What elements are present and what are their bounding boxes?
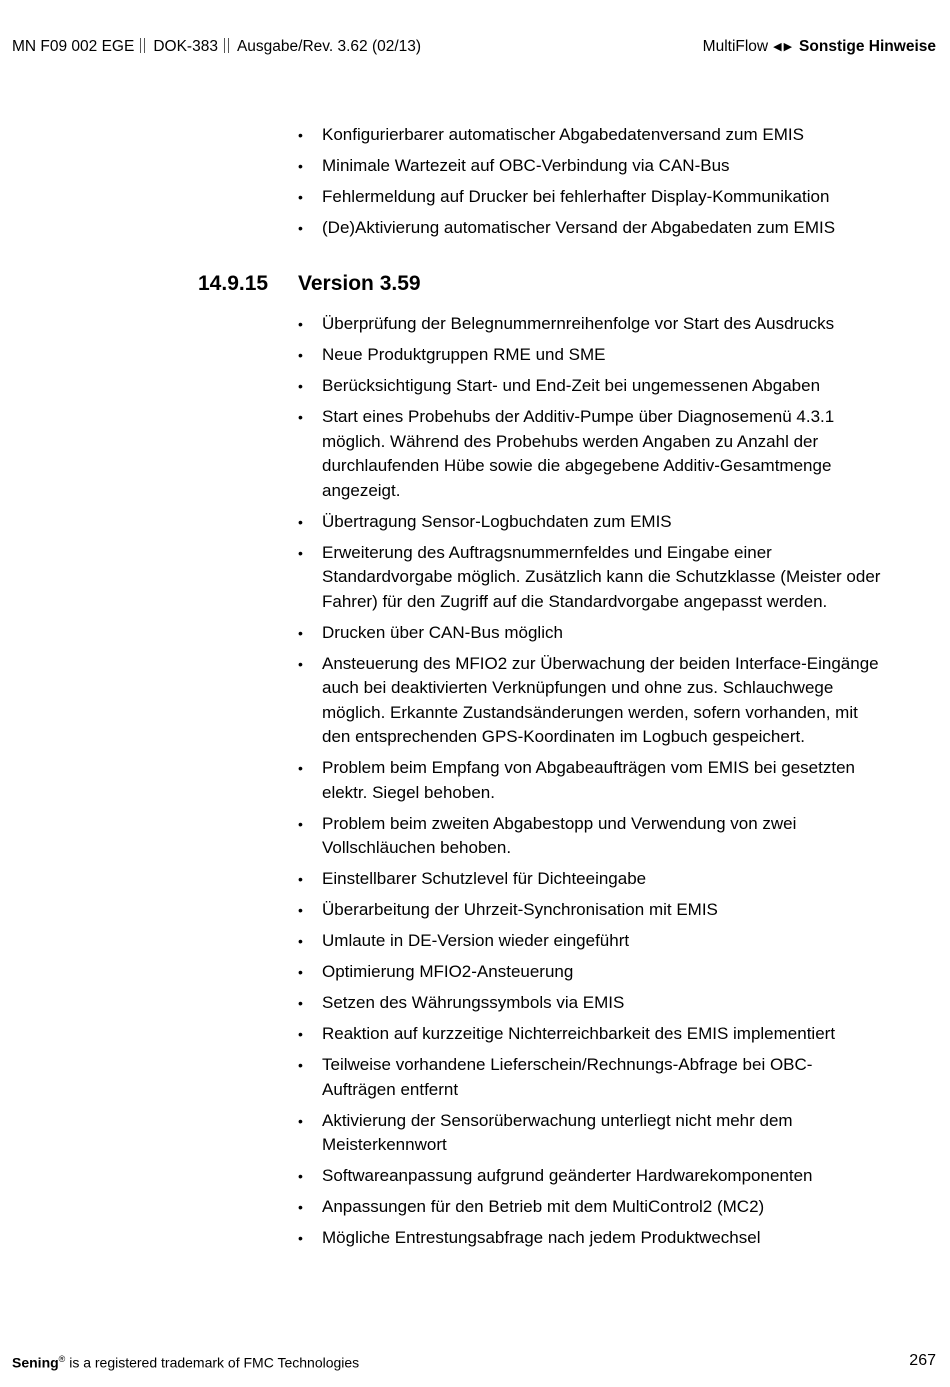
list-item-text: Fehlermeldung auf Drucker bei fehlerhafter Display-Kommunikation (322, 187, 830, 206)
list-item (298, 405, 882, 503)
list-item (298, 1109, 882, 1158)
list-item-text: Softwareanpassung aufgrund geänderter Hardwarekomponenten (322, 1166, 813, 1185)
list-item-text: Konfigurierbarer automatischer Abgabedatenversand zum EMIS (322, 125, 804, 144)
section-heading (198, 272, 421, 296)
list-item (298, 1226, 882, 1251)
page-header (12, 38, 936, 60)
list-item-text: Start eines Probehubs der Additiv-Pumpe über Diagnosemenü 4.3.1 möglich. Während des Probehubs werden Angaben zu Anzahl der durchlaufenden Hübe sowie die abgegebene Additiv-Gesamtmenge angezeigt. (322, 407, 835, 500)
list-item (298, 621, 882, 646)
bullet-icon: • (298, 1168, 303, 1184)
bullet-icon: • (298, 760, 303, 776)
list-item-text: Berücksichtigung Start- und End-Zeit bei ungemessenen Abgaben (322, 376, 821, 395)
list-item (298, 867, 882, 892)
bullet-icon: • (298, 347, 303, 363)
list-item (298, 185, 882, 210)
nav-arrows (772, 38, 793, 55)
list-item-text: Übertragung Sensor-Logbuchdaten zum EMIS (322, 511, 672, 531)
bullet-icon: • (298, 1026, 303, 1042)
product-name: MultiFlow (702, 38, 769, 55)
bullet-icon: • (298, 513, 303, 530)
list-item (298, 929, 882, 954)
trademark-notice (12, 1354, 359, 1371)
registered-mark: ® (58, 1354, 66, 1364)
bullet-icon: • (298, 189, 303, 205)
bullet-icon: • (298, 158, 303, 174)
bullet-icon: • (298, 409, 303, 425)
bullet-icon: • (298, 1057, 303, 1073)
bullet-icon: • (298, 655, 303, 672)
list-item-text: Anpassungen für den Betrieb mit dem MultiControl2 (MC2) (322, 1197, 765, 1216)
bullet-icon: • (298, 871, 303, 887)
list-item (298, 960, 882, 985)
list-item-text: Erweiterung des Auftragsnummernfeldes und Eingabe einer Standardvorgabe möglich. Zusätzlich kann die Schutzklasse (Meister oder Fahrer) für den Zugriff auf die Standardvorgabe angepasst werden. (322, 542, 881, 611)
separator (140, 38, 145, 53)
separator (224, 38, 229, 53)
intro-bullet-list (298, 123, 882, 247)
bullet-icon: • (298, 220, 303, 236)
bullet-icon: • (298, 1230, 303, 1246)
page-number: 267 (909, 1352, 936, 1369)
bullet-icon: • (298, 316, 303, 332)
list-item-text: Neue Produktgruppen RME und SME (322, 345, 606, 364)
version-bullet-list (298, 312, 882, 1257)
list-item-text: Reaktion auf kurzzeitige Nichterreichbarkeit des EMIS implementiert (322, 1024, 836, 1043)
triangle-right-icon: ▶ (783, 41, 793, 53)
section-number: 14.9.15 (198, 272, 269, 295)
bullet-icon: • (298, 815, 303, 832)
bullet-icon: • (298, 624, 303, 641)
list-item-text: Einstellbarer Schutzlevel für Dichteeingabe (322, 869, 647, 888)
list-item-text: Aktivierung der Sensorüberwachung unterliegt nicht mehr dem Meisterkennwort (322, 1110, 793, 1154)
bullet-icon: • (298, 378, 303, 394)
header-section-info (703, 38, 936, 56)
list-item (298, 1195, 882, 1220)
section-name: Sonstige Hinweise (799, 38, 936, 55)
bullet-icon: • (298, 964, 303, 980)
list-item-text: Überarbeitung der Uhrzeit-Synchronisation mit EMIS (322, 900, 718, 919)
list-item (298, 812, 882, 861)
list-item-text: Setzen des Währungssymbols via EMIS (322, 993, 625, 1012)
list-item (298, 1022, 882, 1047)
list-item (298, 991, 882, 1016)
doc-id: DOK-383 (153, 38, 218, 55)
list-item (298, 756, 882, 805)
list-item (298, 312, 882, 337)
list-item (298, 1053, 882, 1102)
list-item-text: (De)Aktivierung automatischer Versand der Abgabedaten zum EMIS (322, 218, 836, 237)
bullet-icon: • (298, 902, 303, 918)
bullet-icon: • (298, 127, 303, 143)
bullet-icon: • (298, 1112, 303, 1129)
list-item (298, 374, 882, 399)
revision: Ausgabe/Rev. 3.62 (02/13) (236, 38, 422, 55)
list-item-text: Ansteuerung des MFIO2 zur Überwachung der beiden Interface-Eingänge auch bei deaktivierten Verknüpfungen und ohne zus. Schlauchwege möglich. Erkannte Zustandsänderungen werden, sofern vorhanden, mit den entsprechenden GPS-Koordinaten im Logbuch gespeichert. (322, 653, 879, 746)
bullet-icon: • (298, 544, 303, 561)
bullet-icon: • (298, 1199, 303, 1215)
list-item (298, 541, 882, 615)
list-item (298, 123, 882, 148)
list-item-text: Überprüfung der Belegnummernreihenfolge vor Start des Ausdrucks (322, 314, 835, 333)
list-item-text: Minimale Wartezeit auf OBC-Verbindung via CAN-Bus (322, 156, 730, 175)
list-item-text: Mögliche Entrestungsabfrage nach jedem Produktwechsel (322, 1228, 761, 1247)
trademark-text: is a registered trademark of FMC Technologies (65, 1354, 360, 1371)
doc-code: MN F09 002 EGE (12, 38, 135, 55)
list-item (298, 343, 882, 368)
list-item-text: Drucken über CAN-Bus möglich (322, 622, 563, 642)
list-item (298, 510, 882, 535)
bullet-icon: • (298, 933, 303, 949)
section-title: Version 3.59 (298, 272, 421, 295)
list-item (298, 652, 882, 750)
brand-name: Sening (12, 1354, 59, 1371)
list-item (298, 898, 882, 923)
list-item (298, 1164, 882, 1189)
list-item-text: Umlaute in DE-Version wieder eingeführt (322, 931, 630, 950)
header-doc-info (12, 38, 421, 56)
list-item-text: Teilweise vorhandene Lieferschein/Rechnungs-Abfrage bei OBC-Aufträgen entfernt (322, 1055, 813, 1099)
list-item-text: Optimierung MFIO2-Ansteuerung (322, 962, 574, 981)
list-item-text: Problem beim Empfang von Abgabeaufträgen vom EMIS bei gesetzten elektr. Siegel behoben. (322, 758, 855, 802)
bullet-icon: • (298, 995, 303, 1011)
list-item-text: Problem beim zweiten Abgabestopp und Verwendung von zwei Vollschläuchen behoben. (322, 813, 797, 857)
list-item (298, 216, 882, 241)
list-item (298, 154, 882, 179)
triangle-left-icon: ◀ (773, 41, 782, 53)
